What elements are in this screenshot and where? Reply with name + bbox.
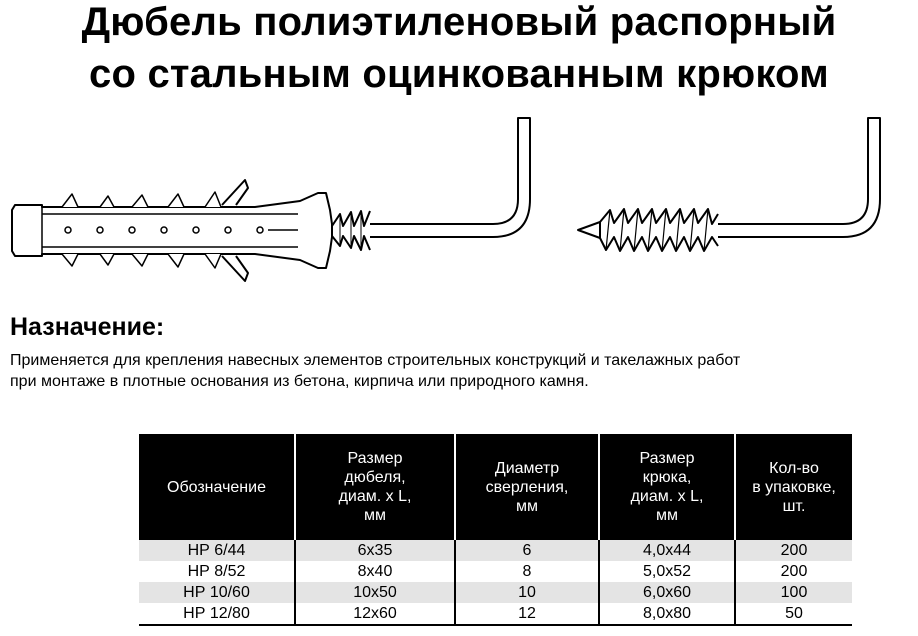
col-header-line: диам. x L, xyxy=(338,488,412,505)
table-cell: 10 xyxy=(455,582,599,603)
col-header-line: Размер xyxy=(347,450,403,467)
col-header-line: крюка, xyxy=(642,469,692,486)
col-header-line: мм xyxy=(516,497,538,515)
col-header-line: дюбеля, xyxy=(344,469,406,486)
table-cell: 12 xyxy=(455,603,599,625)
col-header-line: диам. x L, xyxy=(630,488,704,505)
table-cell: 5,0х52 xyxy=(599,561,735,582)
table-row xyxy=(139,582,852,603)
purpose-line-1: Применяется для крепления навесных элементов строительных конструкций и такелажных работ xyxy=(10,352,741,369)
col-header-designation xyxy=(139,434,295,540)
col-header-line: мм xyxy=(364,507,386,524)
table-cell: 6 xyxy=(455,540,599,561)
col-header-pack-quantity xyxy=(735,434,852,540)
table-cell: НР 6/44 xyxy=(139,540,295,561)
page-title-line-2: со стальным оцинкованным крюком xyxy=(89,52,829,96)
product-illustration xyxy=(0,108,918,288)
col-header-line: Диаметр xyxy=(494,459,560,477)
table-body xyxy=(139,540,852,625)
purpose-heading: Назначение: xyxy=(10,313,165,341)
table-cell: 100 xyxy=(735,582,852,603)
table-cell: НР 10/60 xyxy=(139,582,295,603)
table-cell: 6х35 xyxy=(295,540,455,561)
dowel-with-hook-icon xyxy=(12,118,530,281)
table-cell: 6,0х60 xyxy=(599,582,735,603)
specifications-table xyxy=(139,434,852,626)
table-cell: 200 xyxy=(735,561,852,582)
table-cell: 4,0х44 xyxy=(599,540,735,561)
table-header-row xyxy=(139,434,852,540)
table-row xyxy=(139,561,852,582)
table-cell: 50 xyxy=(735,603,852,625)
col-header-line: мм xyxy=(656,507,678,524)
col-header-line: сверления, xyxy=(485,478,569,496)
page-title-line-1: Дюбель полиэтиленовый распорный xyxy=(81,0,837,44)
col-header-line: шт. xyxy=(782,497,806,515)
table-row xyxy=(139,540,852,561)
table-cell: 8х40 xyxy=(295,561,455,582)
table-row xyxy=(139,603,852,625)
purpose-description xyxy=(10,350,915,392)
table-cell: 8 xyxy=(455,561,599,582)
col-header-hook-size xyxy=(599,434,735,540)
col-header-drill-diameter xyxy=(455,434,599,540)
table-cell: 8,0х80 xyxy=(599,603,735,625)
table-cell: НР 8/52 xyxy=(139,561,295,582)
col-header-line: в упаковке, xyxy=(752,478,836,496)
table-cell: НР 12/80 xyxy=(139,603,295,625)
col-header-line: Кол-во xyxy=(769,459,819,477)
purpose-line-2: при монтаже в плотные основания из бетона, кирпича или природного камня. xyxy=(10,373,589,390)
col-header-line: Обозначение xyxy=(167,478,266,496)
screw-hook-icon xyxy=(578,118,880,251)
table-cell: 10х50 xyxy=(295,582,455,603)
table-cell: 12х60 xyxy=(295,603,455,625)
col-header-line: Размер xyxy=(639,450,695,467)
table-cell: 200 xyxy=(735,540,852,561)
col-header-dowel-size xyxy=(295,434,455,540)
